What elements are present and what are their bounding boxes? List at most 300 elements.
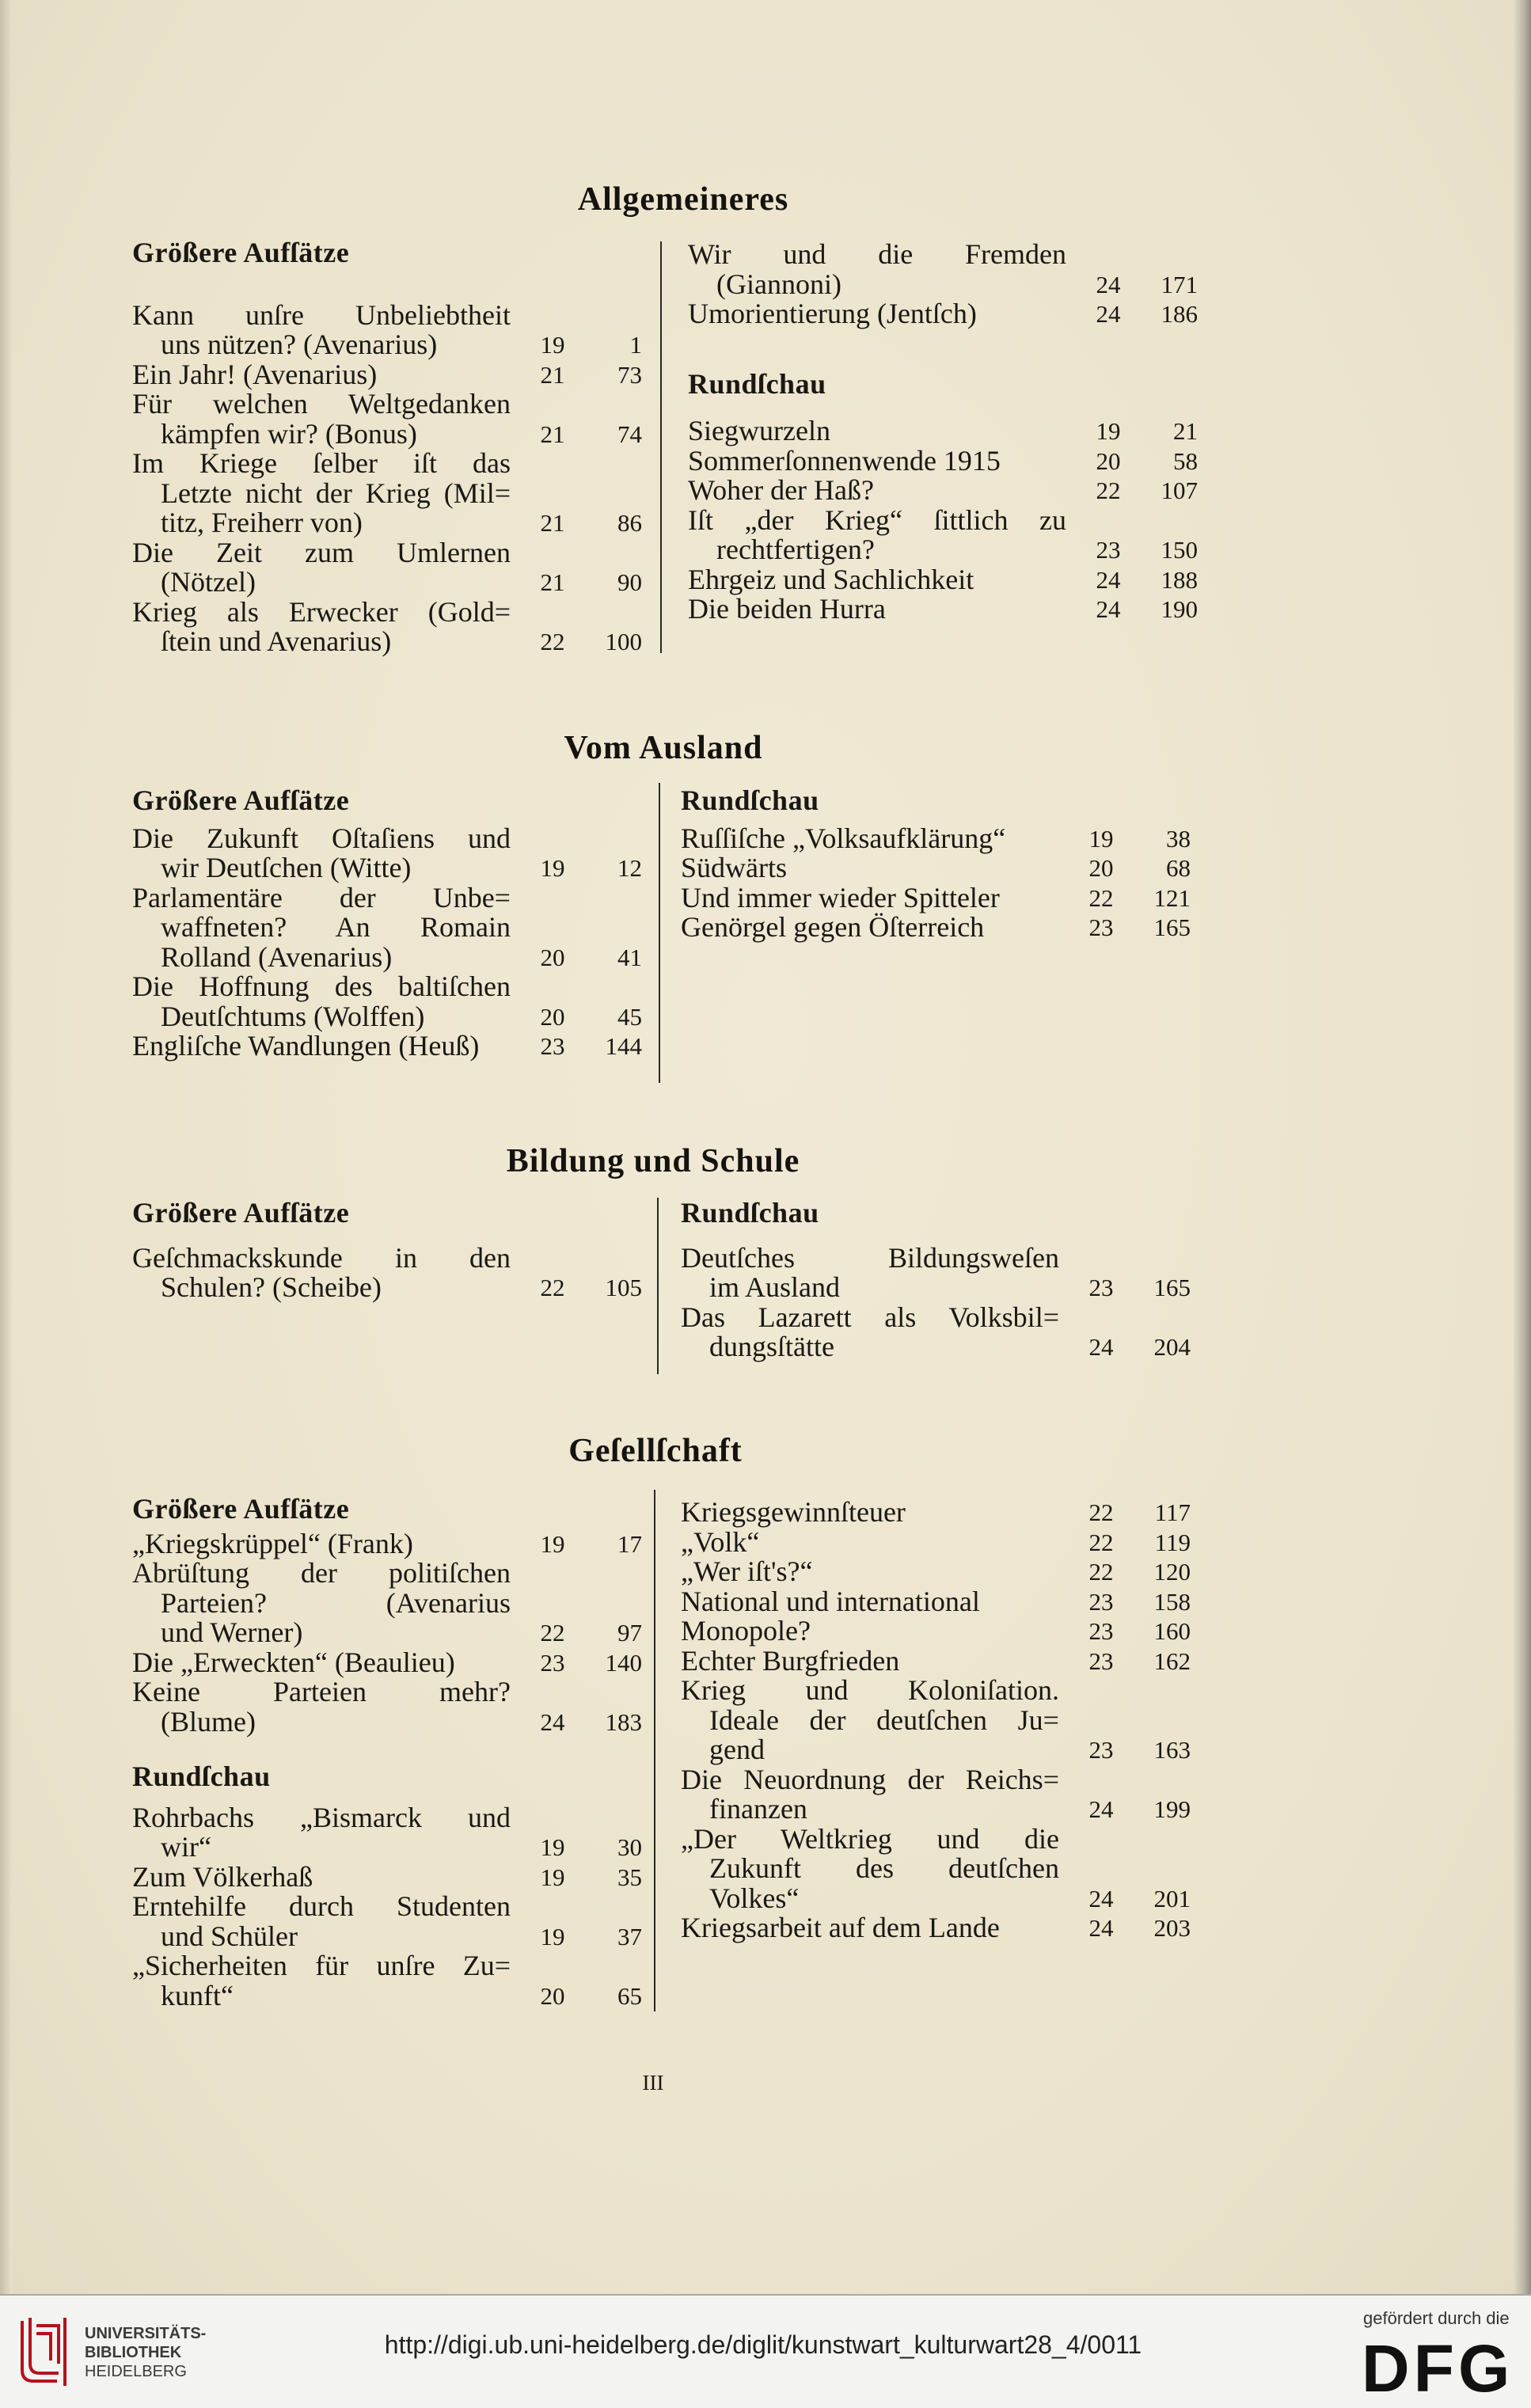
entry-line [681, 1703, 1195, 1736]
page-reference: 120 [1153, 1558, 1191, 1586]
source-url: http://digi.ub.uni-heidelberg.de/diglit/kunstwart_kulturwart28_4/0011 [384, 2330, 1142, 2359]
entry-text: Genörgel gegen Öſterreich [681, 911, 985, 943]
toc-entry [681, 1241, 1195, 1303]
toc-entry [132, 1648, 647, 1678]
volume-number: 21 [540, 509, 565, 537]
entry-line [681, 1525, 1195, 1558]
entry-text: Die „Erweckten“ (Beaulieu) [132, 1646, 455, 1678]
column-heading: Größere Aufſätze [132, 237, 350, 268]
entry-text: Südwärts [681, 852, 787, 883]
entry-line [688, 594, 1202, 625]
entry-line [681, 1273, 1195, 1303]
entry-line [132, 389, 647, 420]
entry-line [132, 568, 647, 598]
column-left [132, 786, 647, 1062]
entry-line [688, 535, 1202, 565]
page-reference: 105 [605, 1274, 642, 1301]
entry-line [132, 1002, 647, 1032]
entry-line [688, 446, 1202, 477]
toc-entry [681, 1498, 1195, 1528]
toc-entry [132, 1559, 647, 1648]
entry-text: Rolland (Avenarius) [161, 940, 393, 973]
entry-line [681, 913, 1195, 943]
toc-entry [132, 1677, 647, 1737]
entry-text: Ein Jahr! (Avenarius) [132, 358, 378, 390]
volume-number: 23 [1096, 536, 1121, 564]
column-left [132, 1495, 647, 2011]
entry-text: Zukunft des deutſchen [709, 1852, 1059, 1884]
volume-number: 19 [1096, 417, 1121, 445]
toc-entry [681, 1765, 1195, 1825]
volume-number: 22 [540, 628, 565, 655]
volume-number: 23 [540, 1032, 565, 1060]
entry-text: Umorientierung (Jentſch) [688, 298, 977, 329]
entry-line [688, 270, 1202, 300]
entry-line [681, 1884, 1195, 1914]
entry-line [132, 1951, 647, 1981]
volume-number: 19 [540, 1863, 565, 1891]
paper-edge-left [0, 0, 13, 2294]
entry-line [681, 1735, 1195, 1765]
library-name-line: HEIDELBERG [85, 2363, 187, 2380]
column-divider [659, 783, 660, 1083]
column-left [132, 238, 647, 657]
entry-text: Und immer wieder Spitteler [681, 881, 1000, 913]
library-name-line: UNIVERSITÄTS- [85, 2325, 207, 2342]
column-left [132, 1198, 647, 1303]
page-reference: 165 [1153, 913, 1191, 941]
page-reference: 144 [605, 1032, 642, 1060]
entry-text: Rohrbachs „Bismarck und [132, 1801, 511, 1833]
section-title: Allgemeineres [577, 181, 789, 218]
volume-number: 22 [540, 1274, 565, 1301]
volume-number: 21 [540, 420, 565, 448]
entry-text: und Schüler [161, 1920, 298, 1952]
page-reference: 30 [617, 1833, 642, 1861]
entry-text: Kriegsgewinnſteuer [681, 1496, 906, 1528]
volume-number: 22 [1096, 477, 1121, 504]
column-right [681, 1198, 1195, 1362]
entry-line [132, 1273, 647, 1303]
toc-entry [132, 1860, 647, 1893]
entry-text: Ehrgeiz und Sachlichkeit [688, 563, 974, 595]
entry-line [132, 1031, 647, 1062]
volume-number: 24 [540, 1707, 565, 1736]
page-reference: 160 [1153, 1617, 1191, 1645]
entry-line [132, 1922, 647, 1952]
column-divider [654, 1490, 655, 2011]
page-reference: 12 [617, 854, 642, 882]
entry-text: (Blume) [161, 1705, 256, 1738]
entry-text: Ruſſiſche „Volksaufklärung“ [681, 822, 1006, 854]
entry-line [688, 565, 1202, 595]
entry-line [681, 883, 1195, 913]
toc-entry [688, 565, 1202, 595]
toc-entry [688, 240, 1202, 299]
entry-text: „Sicherheiten für unſre Zu= [132, 1950, 511, 1981]
toc-entry [132, 595, 647, 657]
entry-line [681, 1854, 1195, 1884]
entry-text: Zum Völkerhaß [132, 1860, 313, 1893]
volume-number: 24 [1096, 270, 1121, 298]
volume-number: 23 [1088, 913, 1114, 941]
toc-entry [132, 449, 647, 538]
paper-edge-right [1514, 0, 1531, 2294]
toc-entry [132, 972, 647, 1031]
toc-entry [681, 883, 1195, 913]
page-reference: 140 [605, 1648, 642, 1677]
entry-line [681, 1765, 1195, 1795]
library-name [85, 2324, 206, 2381]
volume-number: 22 [1088, 1558, 1114, 1586]
toc-entry [681, 853, 1195, 883]
entry-text: „Der Weltkrieg und die [681, 1822, 1059, 1855]
entry-line [681, 1676, 1195, 1706]
entry-text: kunft“ [161, 1979, 234, 2011]
volume-number: 24 [1096, 595, 1121, 623]
entry-line [132, 360, 647, 390]
toc-entry [681, 1913, 1195, 1943]
toc-entry [688, 416, 1202, 446]
column-heading: Größere Aufſätze [132, 1197, 350, 1229]
toc-entry [132, 389, 647, 449]
entry-text: Siegwurzeln [688, 415, 830, 446]
page-reference: 86 [617, 509, 642, 537]
volume-number: 24 [1096, 565, 1121, 594]
entry-text: Die Neuordnung der Reichs= [681, 1763, 1059, 1795]
volume-number: 22 [1088, 1498, 1114, 1526]
toc-entry [132, 1241, 647, 1303]
entry-text: Echter Burgfrieden [681, 1644, 900, 1677]
page-reference: 68 [1166, 854, 1191, 882]
page-reference: 119 [1154, 1528, 1191, 1556]
entry-text: Geſchmackskunde in den [132, 1241, 511, 1274]
entry-line [688, 503, 1202, 536]
page-reference: 1 [629, 331, 642, 359]
toc-entry [681, 913, 1195, 943]
volume-number: 23 [540, 1648, 565, 1677]
column-heading: Rundſchau [681, 784, 819, 816]
entry-text: Monopole? [681, 1615, 811, 1646]
entry-line [132, 1803, 647, 1833]
entry-text: Schulen? (Scheibe) [161, 1271, 382, 1303]
toc-entry [681, 1646, 1195, 1677]
column-right [681, 1498, 1195, 1943]
volume-number: 24 [1088, 1795, 1114, 1823]
entry-text: kämpfen wir? (Bonus) [161, 417, 417, 450]
volume-number: 19 [540, 331, 565, 359]
entry-text: „Wer iſt's?“ [681, 1555, 813, 1587]
toc-entry [688, 299, 1202, 329]
page-reference: 38 [1166, 824, 1191, 853]
entry-text: wir“ [161, 1831, 211, 1863]
volume-number: 21 [540, 568, 565, 596]
entry-text: Das Lazarett als Volksbil= [681, 1301, 1059, 1333]
volume-number: 22 [540, 1619, 565, 1646]
toc-entry [132, 298, 647, 360]
volume-number: 22 [1088, 883, 1114, 912]
page-reference: 190 [1161, 595, 1198, 623]
entry-text: Volkes“ [709, 1882, 800, 1914]
entry-line [681, 1913, 1195, 1943]
entry-line [681, 1616, 1195, 1646]
volume-number: 20 [540, 1981, 565, 2010]
entry-text: Sommerſonnenwende 1915 [688, 444, 1001, 477]
entry-text: Die beiden Hurra [688, 593, 886, 625]
entry-text: Im Kriege ſelber iſt das [132, 447, 511, 479]
entry-line [132, 1241, 647, 1274]
entry-line [132, 913, 647, 943]
volume-number: 24 [1088, 1333, 1114, 1361]
volume-number: 19 [540, 1833, 565, 1861]
funding-note: gefördert durch die [1363, 2308, 1510, 2328]
volume-number: 23 [1088, 1736, 1114, 1764]
page-reference: 74 [617, 420, 642, 448]
entry-line [132, 1618, 647, 1648]
entry-line [132, 508, 647, 538]
column-heading: Größere Aufſätze [132, 784, 350, 816]
page-reference: 199 [1153, 1795, 1191, 1823]
toc-entry [688, 446, 1202, 477]
entry-text: Iſt „der Krieg“ ſittlich zu [688, 503, 1066, 536]
volume-number: 24 [1088, 1884, 1114, 1912]
entry-line [132, 1892, 647, 1922]
entry-text: Ideale der deutſchen Ju= [709, 1703, 1059, 1736]
page-reference: 21 [1173, 417, 1198, 445]
entry-line [681, 1241, 1195, 1274]
toc-entry [681, 1822, 1195, 1914]
entry-text: finanzen [709, 1793, 807, 1825]
entry-text: Letzte nicht der Krieg (Mil= [161, 477, 511, 509]
entry-text: (Nötzel) [161, 566, 256, 598]
entry-text: waffneten? An Romain [161, 911, 511, 943]
entry-line [132, 449, 647, 479]
page-reference: 90 [617, 568, 642, 596]
entry-line [132, 1981, 647, 2011]
page-reference: 41 [617, 943, 642, 971]
volume-number: 19 [540, 1922, 565, 1950]
entry-text: Deutſches Bildungsweſen [681, 1241, 1059, 1274]
entry-text: titz, Freiherr von) [161, 507, 363, 538]
section-title: Vom Ausland [564, 730, 763, 766]
entry-text: Parlamentäre der Unbe= [132, 881, 511, 913]
entry-line [681, 1587, 1195, 1617]
entry-line [681, 1795, 1195, 1825]
entry-line [132, 1529, 647, 1559]
page-reference: 188 [1161, 565, 1198, 594]
toc-entry [132, 538, 647, 598]
entry-text: uns nützen? (Avenarius) [161, 329, 438, 360]
volume-number: 24 [1088, 1914, 1114, 1942]
toc-entry [681, 1587, 1195, 1617]
volume-number: 19 [1088, 824, 1114, 853]
entry-text: rechtfertigen? [716, 534, 875, 565]
entry-line [688, 240, 1202, 270]
page-reference: 17 [617, 1529, 642, 1558]
entry-text: Die Zeit zum Umlernen [132, 536, 511, 568]
page-reference: 171 [1161, 270, 1198, 298]
page-reference: 150 [1161, 536, 1198, 564]
column-divider [660, 241, 662, 653]
toc-entry [132, 883, 647, 973]
page-reference: 201 [1153, 1884, 1191, 1912]
column-heading: Rundſchau [688, 367, 826, 400]
footer-bar [0, 2294, 1531, 2408]
entry-text: Woher der Haß? [688, 474, 874, 506]
toc-entry [132, 1529, 647, 1559]
page-reference: 186 [1161, 300, 1198, 328]
toc-entry [681, 1616, 1195, 1646]
toc-entry [132, 1031, 647, 1062]
volume-number: 22 [1088, 1528, 1114, 1556]
entry-line [132, 417, 647, 450]
entry-text: Parteien? (Avenarius [161, 1586, 511, 1619]
entry-text: Kriegsarbeit auf dem Lande [681, 1912, 1000, 1943]
entry-line [132, 479, 647, 509]
entry-text: gend [709, 1734, 765, 1765]
entry-text: Kann unſre Unbeliebtheit [132, 298, 511, 331]
dfg-logo: DFG [1362, 2331, 1514, 2406]
entry-text: Wir und die Fremden [688, 238, 1066, 270]
entry-line [688, 299, 1202, 329]
entry-line [132, 627, 647, 657]
toc-entry [132, 1951, 647, 2011]
entry-text: und Werner) [161, 1616, 303, 1648]
page-reference: 97 [617, 1619, 642, 1646]
page-reference: 183 [605, 1707, 642, 1736]
entry-line [132, 883, 647, 913]
entry-line [681, 1646, 1195, 1677]
entry-line [681, 853, 1195, 883]
entry-text: dungsſtätte [709, 1331, 834, 1362]
page-reference: 35 [617, 1863, 642, 1891]
page-reference: 45 [617, 1002, 642, 1031]
library-name-line: BIBLIOTHEK [85, 2344, 182, 2361]
entry-line [132, 298, 647, 331]
entry-line [132, 595, 647, 628]
toc-entry [132, 824, 647, 883]
entry-text: Krieg als Erwecker (Gold= [132, 595, 511, 628]
column-divider [657, 1198, 659, 1374]
entry-text: „Volk“ [681, 1525, 760, 1558]
column-heading: Größere Aufſätze [132, 1493, 350, 1525]
entry-text: Keine Parteien mehr? [132, 1676, 511, 1707]
entry-text: Abrüſtung der politiſchen [132, 1557, 511, 1589]
volume-number: 19 [540, 854, 565, 882]
entry-text: Engliſche Wandlungen (Heuß) [132, 1030, 480, 1062]
entry-line [681, 1332, 1195, 1362]
entry-line [681, 1303, 1195, 1333]
toc-entry [681, 1525, 1195, 1558]
page-reference: 117 [1154, 1498, 1191, 1526]
section-title: Bildung und Schule [506, 1143, 800, 1179]
volume-number: 19 [540, 1529, 565, 1558]
entry-line [681, 1557, 1195, 1587]
entry-line [132, 1586, 647, 1619]
toc-entry [681, 1557, 1195, 1587]
entry-line [132, 1648, 647, 1678]
entry-line [681, 1498, 1195, 1528]
column-right [688, 240, 1202, 625]
toc-entry [681, 824, 1195, 854]
entry-line [688, 416, 1202, 446]
volume-number: 23 [1088, 1587, 1114, 1616]
page-reference: 65 [617, 1981, 642, 2010]
entry-text: Deutſchtums (Wolffen) [161, 1000, 425, 1032]
entry-line [132, 1860, 647, 1893]
entry-line [132, 538, 647, 568]
page-reference: 100 [605, 628, 642, 655]
toc-entry [132, 1803, 647, 1863]
volume-number: 20 [1088, 854, 1114, 882]
toc-entry [132, 360, 647, 390]
entry-text: Erntehilfe durch Studenten [132, 1890, 511, 1922]
page-reference: 37 [617, 1922, 642, 1950]
entry-line [132, 972, 647, 1002]
volume-number: 21 [540, 360, 565, 389]
entry-text: Für welchen Weltgedanken [132, 388, 511, 420]
toc-entry [681, 1303, 1195, 1362]
volume-number: 23 [1088, 1617, 1114, 1645]
page-reference: 165 [1153, 1274, 1191, 1301]
volume-number: 23 [1088, 1274, 1114, 1301]
entry-line [132, 940, 647, 973]
toc-entry [688, 476, 1202, 506]
entry-line [132, 853, 647, 883]
page-reference: 107 [1161, 477, 1198, 504]
column-heading: Rundſchau [132, 1760, 271, 1792]
column-right [681, 786, 1195, 943]
volume-number: 24 [1096, 300, 1121, 328]
entry-line [132, 330, 647, 360]
entry-line [681, 1822, 1195, 1855]
volume-number: 20 [1096, 446, 1121, 475]
volume-number: 23 [1088, 1646, 1114, 1675]
toc-entry [681, 1676, 1195, 1765]
toc-entry [688, 503, 1202, 565]
page-reference: 203 [1153, 1914, 1191, 1942]
entry-line [132, 824, 647, 854]
toc-entry [132, 1892, 647, 1951]
entry-text: National und international [681, 1585, 980, 1617]
entry-text: „Kriegskrüppel“ (Frank) [132, 1527, 413, 1559]
toc-entry [688, 594, 1202, 625]
entry-line [681, 824, 1195, 854]
section-title: Geſellſchaft [568, 1433, 743, 1469]
entry-text: im Ausland [709, 1271, 841, 1303]
entry-line [132, 1559, 647, 1589]
entry-text: (Giannoni) [716, 268, 841, 300]
entry-line [688, 476, 1202, 506]
page-number-roman: III [642, 2071, 664, 2095]
page-reference: 158 [1153, 1587, 1191, 1616]
page-reference: 204 [1153, 1333, 1191, 1361]
ub-heidelberg-logo-icon [16, 2315, 73, 2387]
entry-text: Krieg und Koloniſation. [681, 1674, 1059, 1706]
entry-text: Die Hoffnung des baltiſchen [132, 970, 511, 1002]
page-reference: 58 [1173, 446, 1198, 475]
page-reference: 163 [1153, 1736, 1191, 1764]
entry-text: ſtein und Avenarius) [161, 625, 392, 657]
entry-text: wir Deutſchen (Witte) [161, 852, 412, 883]
page-reference: 73 [617, 360, 642, 389]
page-reference: 121 [1153, 883, 1191, 912]
volume-number: 20 [540, 1002, 565, 1031]
entry-line [132, 1833, 647, 1863]
entry-text: Die Zukunft Oſtaſiens und [132, 822, 511, 854]
page-reference: 162 [1153, 1646, 1191, 1675]
volume-number: 20 [540, 943, 565, 971]
